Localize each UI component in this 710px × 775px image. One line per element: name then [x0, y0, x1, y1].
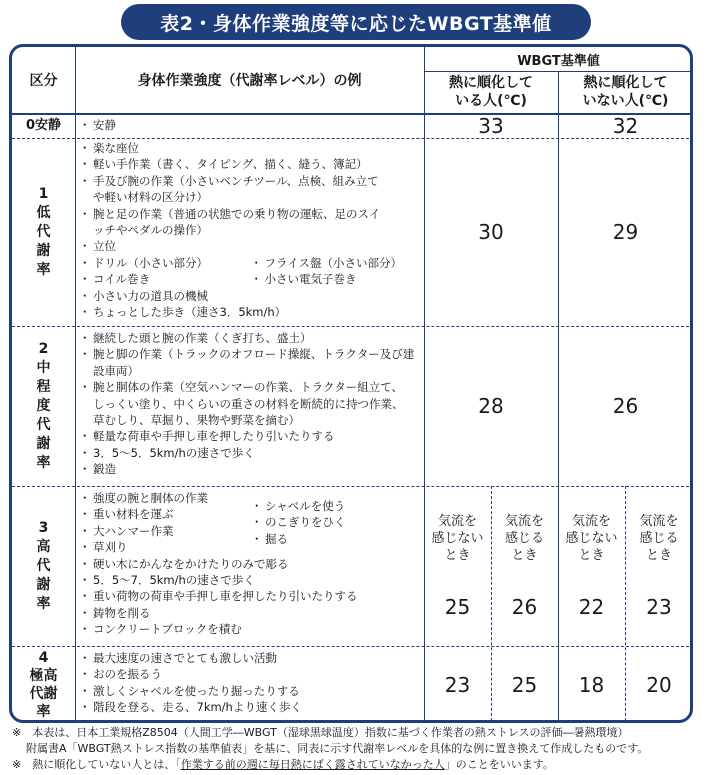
list-item: ・ おのを振るう: [81, 666, 424, 682]
category-high-char: 高: [36, 538, 51, 555]
airflow-line: 気流を: [504, 514, 544, 529]
list-item: ・ 立位: [81, 238, 424, 254]
header-unacclimated-line1: 熱に順化して: [583, 75, 668, 91]
airflow-line: 気流を: [639, 514, 679, 529]
airflow-felt-acclimated: [491, 513, 558, 564]
list-item: ・ 手及び腕の作業（小さいベンチツール、点検、組み立て: [81, 173, 424, 189]
value-high-unacclimated-airflow: 23: [646, 595, 672, 619]
list-item: ・ 重い荷物の荷車や手押し車を押したり引いたりする: [81, 588, 424, 604]
list-item: ・ 軽量な荷車や手押し車を押したり引いたりする: [81, 428, 424, 444]
category-moderate-number: 2: [38, 340, 49, 357]
table-title: 表2・身体作業強度等に応じたWBGT基準値: [121, 4, 591, 40]
value-moderate-acclimated: 28: [478, 394, 504, 418]
category-moderate-char: 度: [36, 397, 51, 414]
category-very-high-char: 極高: [29, 667, 58, 684]
examples-high: [75, 486, 424, 646]
category-low-char: 代: [36, 223, 51, 240]
list-item: ・ ドリル（小さい部分）: [81, 255, 253, 271]
header-acclimated: [424, 71, 558, 113]
category-high-char: 代: [36, 557, 51, 574]
list-item-continued: 草むしり、草掘り、果物や野菜を摘む）: [93, 413, 300, 428]
value-very-high-acclimated-airflow: 25: [511, 672, 538, 697]
category-very-high-number: 4: [38, 649, 49, 666]
list-item: ・ 3．5～5．5km/hの速さで歩く: [81, 445, 424, 461]
category-very-high-char: 代謝: [29, 685, 58, 702]
airflow-line: 感じる: [639, 531, 679, 546]
airflow-line: とき: [511, 548, 538, 563]
list-item: ・ 軽い手作業（書く、タイピング、描く、縫う、簿記）: [81, 156, 424, 172]
footnote-2-underlined: 作業する前の週に毎日熱にばく露されていなかった人: [180, 758, 445, 771]
category-high-number: 3: [38, 519, 49, 536]
examples-rest: [75, 113, 424, 138]
list-item: ・ 最大速度の速さでとても激しい活動: [81, 650, 424, 666]
category-very-high-char: 率: [36, 703, 51, 720]
value-high-unacclimated-no-airflow: 22: [578, 595, 605, 619]
airflow-line: 気流を: [571, 514, 611, 529]
value-low-acclimated: 30: [478, 220, 504, 244]
list-item: ・ 安静: [81, 117, 116, 133]
footnote-1: ※ 本表は、日本工業規格Z8504（人間工学―WBGT（湿球黒球温度）指数に基づく作業者の熱ストレスの評価―暑熱環境）: [12, 726, 629, 739]
category-low-char: 率: [36, 261, 51, 278]
airflow-line: 気流を: [437, 514, 477, 529]
list-item: ・ 草刈り: [81, 539, 253, 555]
list-item: ・ 腕と胴体の作業（空気ハンマーの作業、トラクター組立て、: [81, 379, 424, 395]
category-very-high: [12, 646, 75, 723]
list-item: ・ 楽な座位: [81, 140, 424, 156]
header-category: 区分: [29, 73, 58, 89]
list-item: ・ 階段を登る、走る、7km/hより速く歩く: [81, 699, 424, 715]
category-moderate-char: 率: [36, 454, 51, 471]
category-low-number: 1: [38, 185, 49, 202]
footnote-2-text: ※ 熱に順化していない人とは、「: [12, 758, 181, 771]
category-moderate-char: 程: [36, 378, 51, 395]
list-item: ・ 腕と脚の作業（トラックのオフロード操縦、トラクター及び建: [81, 346, 424, 362]
category-low-char: 低: [36, 204, 51, 221]
header-acclimated-line1: 熱に順化して: [449, 75, 533, 91]
value-moderate-unacclimated: 26: [612, 394, 639, 418]
category-moderate: [12, 326, 75, 486]
wbgt-table: [9, 44, 693, 723]
category-moderate-char: 謝: [36, 435, 51, 452]
category-moderate-char: 代: [36, 416, 51, 433]
category-rest: 0安静: [25, 118, 62, 133]
airflow-line: 感じない: [565, 531, 618, 546]
value-high-acclimated-airflow: 26: [511, 595, 538, 619]
footnote-2-text-end: 」のことをいいます。: [444, 758, 554, 771]
list-item: ・ 硬い木にかんなをかけたりのみで彫る: [81, 556, 424, 572]
category-moderate-char: 中: [36, 359, 51, 376]
list-item: ・ 大ハンマー作業: [81, 523, 253, 539]
list-item: ・ ちょっとした歩き（速さ3．5km/h）: [81, 304, 424, 320]
category-low: [12, 138, 75, 326]
value-very-high-unacclimated-no-airflow: 18: [578, 672, 605, 697]
value-high-acclimated-no-airflow: 25: [444, 595, 471, 619]
list-item: ・ 小さい電気子巻き: [253, 271, 425, 287]
list-item: ・ 腕と足の作業（普通の状態での乗り物の運転、足のスイ: [81, 206, 424, 222]
list-item: ・ 継続した頭と腕の作業（くぎ打ち、盛土）: [81, 330, 424, 346]
value-very-high-unacclimated-airflow: 20: [646, 672, 672, 697]
list-item: ・ 掘る: [253, 531, 346, 547]
airflow-line: とき: [444, 548, 471, 563]
category-high: [12, 486, 75, 646]
list-item: ・ 重い材料を運ぶ: [81, 506, 253, 522]
value-very-high-acclimated-no-airflow: 23: [444, 672, 471, 697]
examples-moderate: [75, 326, 424, 486]
list-item: ・ フライス盤（小さい部分）: [253, 255, 425, 271]
value-rest-unacclimated: 32: [612, 113, 639, 138]
airflow-none-acclimated: [424, 513, 491, 564]
airflow-line: 感じる: [504, 531, 544, 546]
category-high-char: 率: [36, 595, 51, 612]
list-item: ・ 小さい力の道具の機械: [81, 288, 424, 304]
list-item-continued: しっくい塗り、中くらいの重さの材料を断続的に持つ作業、: [93, 396, 404, 411]
examples-low: [75, 138, 424, 326]
list-item: ・ シャベルを使う: [253, 498, 346, 514]
list-item-continued: や軽い材料の区分け）: [93, 190, 208, 205]
list-item: ・ 鋳物を削る: [81, 605, 424, 621]
list-item-continued: 設車両）: [93, 363, 139, 378]
list-item: ・ コンクリートブロックを積む: [81, 621, 424, 637]
airflow-line: とき: [645, 548, 672, 563]
list-item: ・ 5．5～7．5km/hの速さで歩く: [81, 572, 424, 588]
airflow-line: とき: [578, 548, 605, 563]
category-low-char: 謝: [36, 242, 51, 259]
header-acclimated-line2: いる人(℃): [455, 93, 527, 109]
value-rest-acclimated: 33: [478, 113, 504, 138]
header-wbgt: WBGT基準値: [517, 53, 600, 69]
footnote-2: [12, 757, 554, 773]
airflow-none-unacclimated: [558, 513, 625, 564]
footnote-1-continued: 附属書A「WBGT熱ストレス指数の基準値表」を基に、同表に示す代謝率レベルを具体的な例に置き換えて作成したものです。: [26, 742, 649, 755]
header-example: 身体作業強度（代謝率レベル）の例: [137, 73, 362, 89]
list-item: ・ 鍛造: [81, 461, 424, 477]
header-unacclimated-line2: いない人(℃): [582, 93, 669, 109]
airflow-line: 感じない: [431, 531, 484, 546]
header-unacclimated: [558, 71, 693, 113]
examples-very-high: [75, 646, 424, 723]
list-item: ・ コイル巻き: [81, 271, 253, 287]
list-item: ・ のこぎりをひく: [253, 514, 346, 530]
value-low-unacclimated: 29: [612, 220, 639, 244]
airflow-felt-unacclimated: [625, 513, 693, 564]
list-item-continued: ッチやペダルの操作）: [93, 223, 208, 238]
list-item: ・ 強度の腕と胴体の作業: [81, 490, 253, 506]
list-item: ・ 激しくシャベルを使ったり掘ったりする: [81, 683, 424, 699]
category-high-char: 謝: [36, 576, 51, 593]
